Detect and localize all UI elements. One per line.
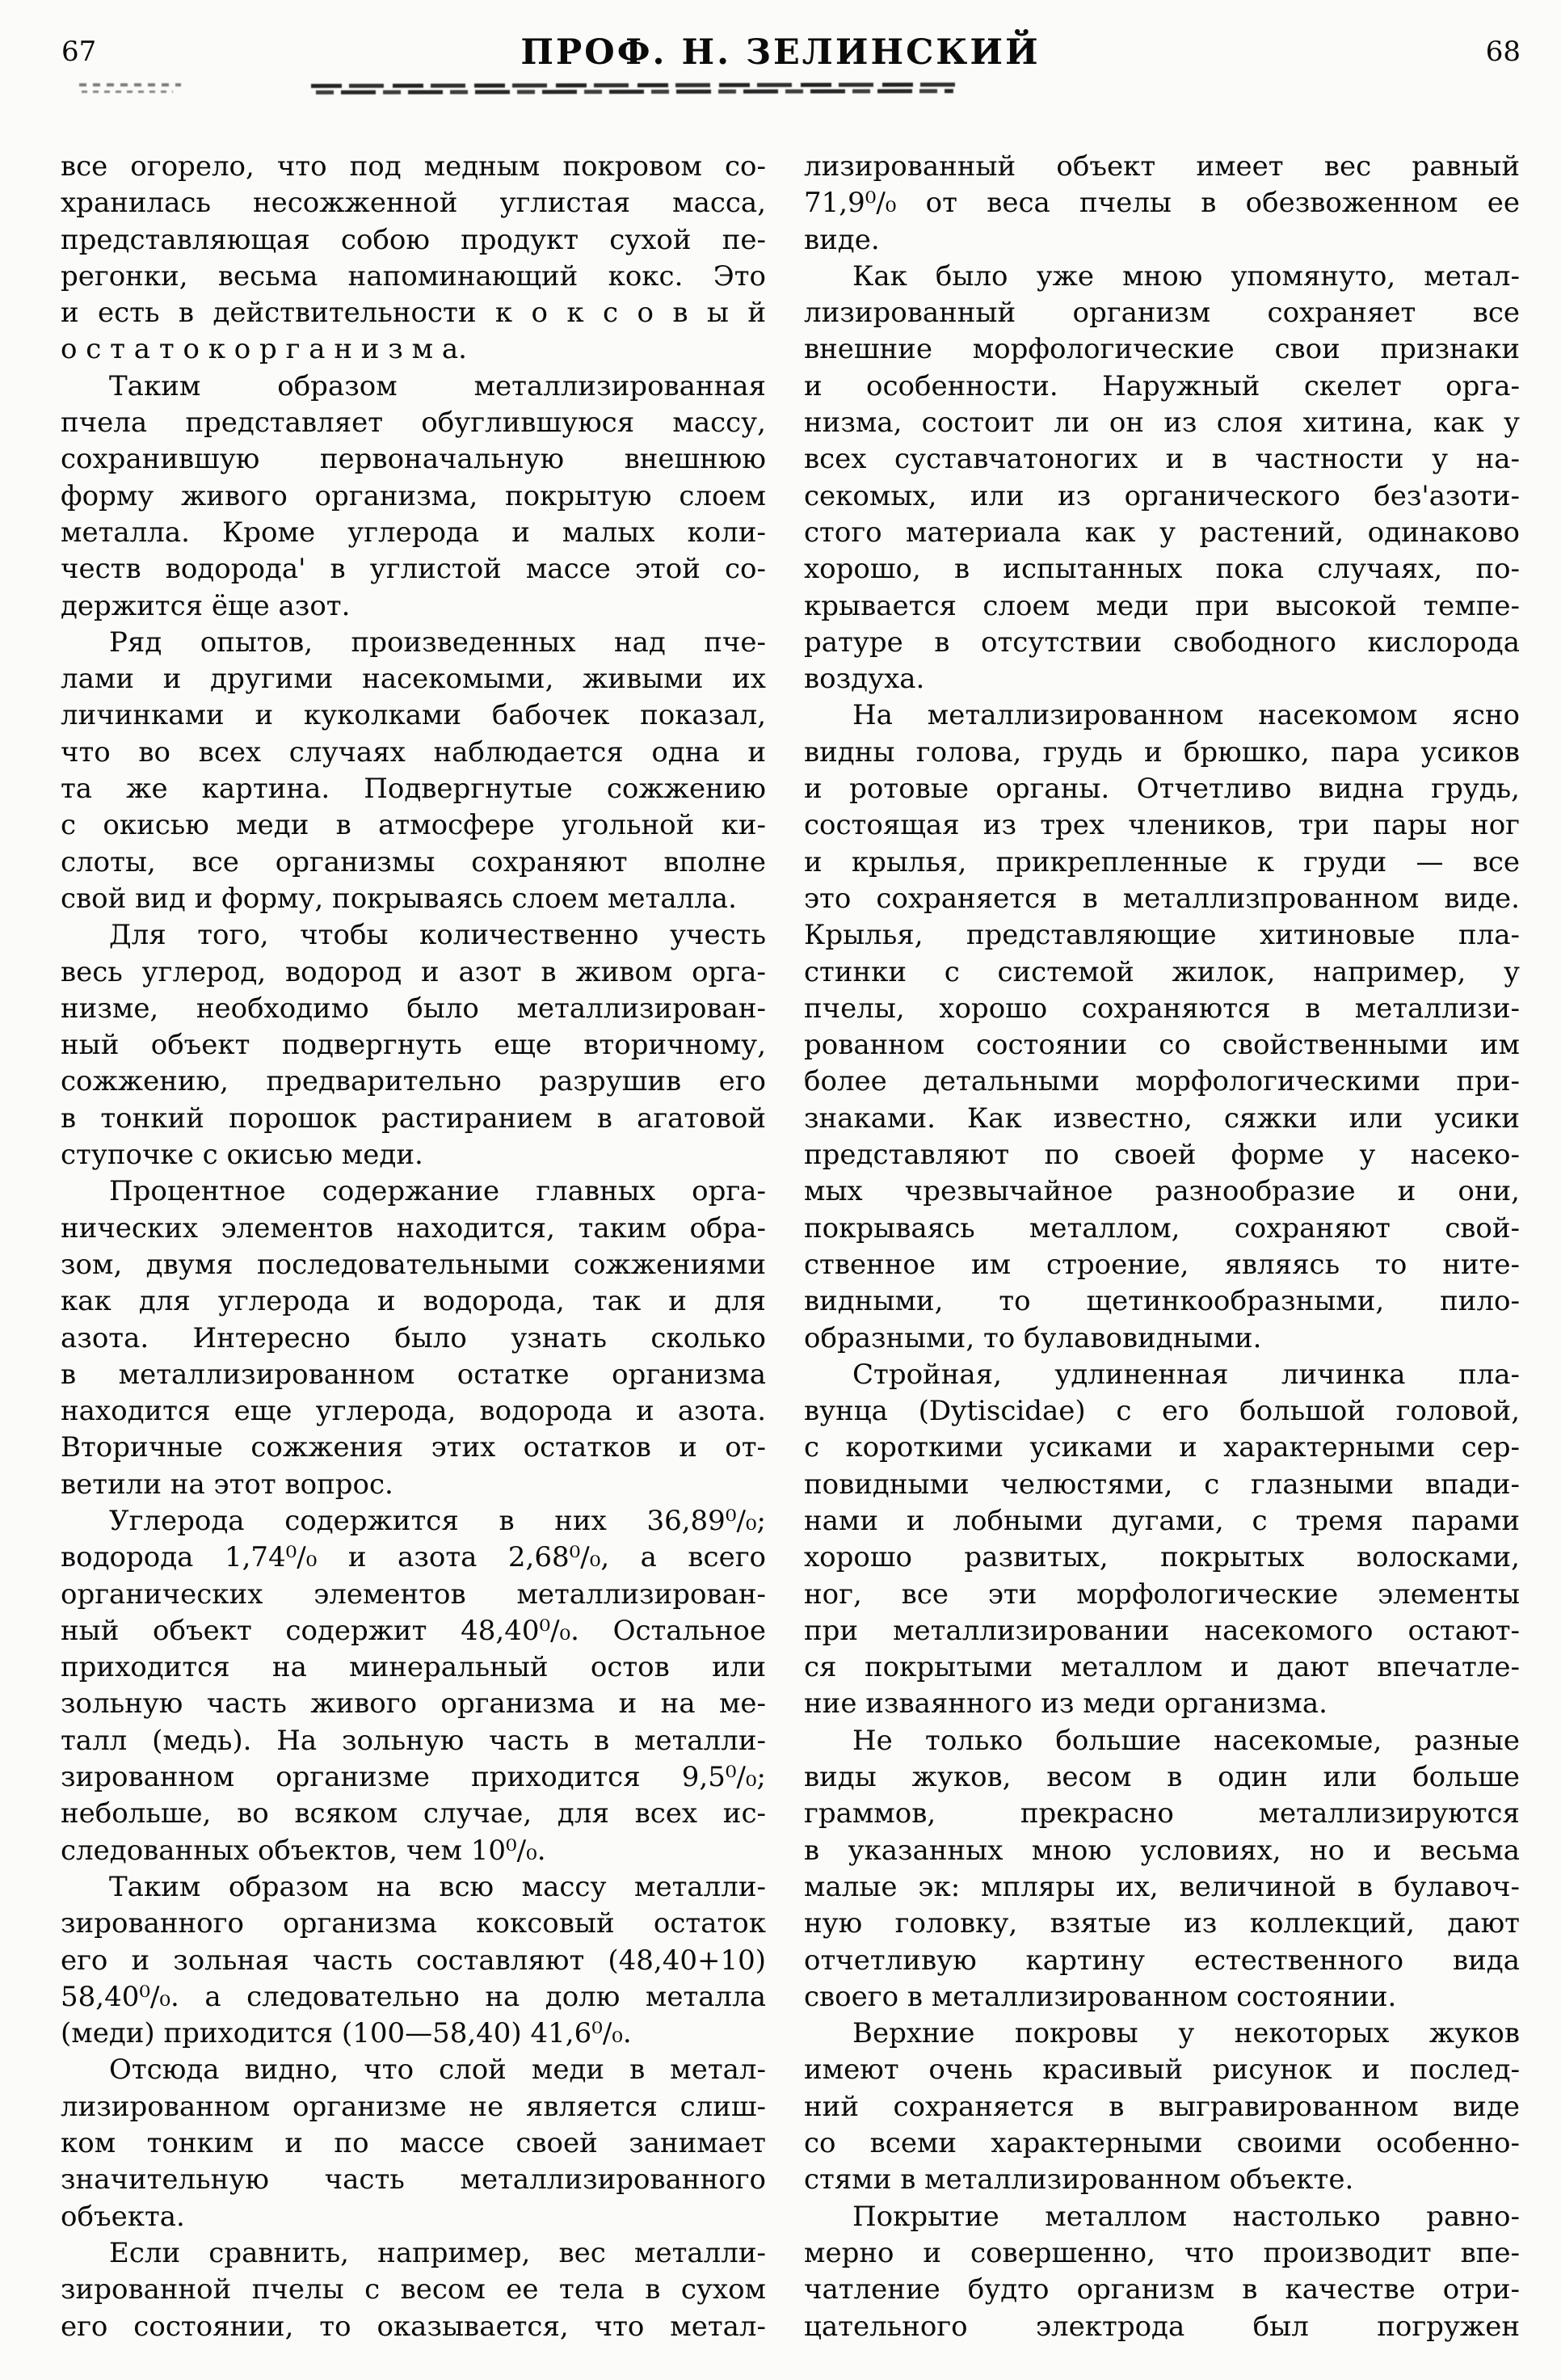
text-line: держится ёще азот. <box>61 589 351 622</box>
text-line: стями в металлизированном объекте. <box>804 2163 1354 2197</box>
text-line: свой вид и форму, покрываясь слоем металла. <box>61 882 737 915</box>
text-line: ся покрытыми металлом и дают впечатле- <box>804 1651 1520 1684</box>
text-line: цательного электрода был погружен <box>804 2310 1520 2343</box>
header-rule-smudge-left <box>79 83 181 95</box>
text-line: Таким образом на всю массу металли- <box>109 1870 766 1903</box>
text-line: слоты, все организмы сохраняют вполне <box>61 845 766 878</box>
text-line: и особенности. Наружный скелет орга- <box>804 369 1520 402</box>
text-line: и ротовые органы. Отчетливо видна грудь, <box>804 773 1520 806</box>
text-line: Углерода содержится в них 36,89⁰/₀; <box>109 1504 766 1537</box>
text-line: мерно и совершенно, что производит впе- <box>804 2236 1520 2269</box>
text-line: Как было уже мною упомянуто, метал- <box>852 259 1520 293</box>
text-line: зированной пчелы с весом ее тела в сухом <box>61 2273 766 2306</box>
text-line: ком тонким и по массе своей занимает <box>61 2127 766 2160</box>
text-line: повидными челюстями, с глазными впади- <box>804 1468 1520 1501</box>
text-line: металла. Кроме углерода и малых коли- <box>61 516 766 549</box>
text-line: Процентное содержание главных орга- <box>109 1175 766 1208</box>
text-line: вунца (Dytiscidae) с его большой головой, <box>804 1395 1520 1428</box>
text-line: небольше, во всяком случае, для всех ис- <box>61 1797 766 1830</box>
text-line: при металлизировании насекомого остают- <box>804 1614 1520 1647</box>
text-line: виде. <box>804 223 880 256</box>
text-line: его и зольная часть составляют (48,40+10) <box>61 1944 766 1977</box>
text-line: с окисью меди в атмосфере угольной ки- <box>61 809 766 842</box>
text-line: стого материала как у растений, одинаково <box>804 516 1520 549</box>
text-line: воздуха. <box>804 663 925 696</box>
text-line: рованном состоянии со свойственными им <box>804 1029 1520 1062</box>
text-line: лизированный организм сохраняет все <box>804 297 1520 330</box>
text-line: честв водорода' в углистой массе этой со- <box>61 553 766 586</box>
text-line: с короткими усиками и характерными сер- <box>804 1431 1520 1464</box>
text-line: в указанных мною условиях, но и весьма <box>804 1834 1520 1867</box>
text-line: все огорело, что под медным покровом со- <box>61 150 766 183</box>
text-line: объекта. <box>61 2200 185 2233</box>
text-line: ный объект подвергнуть еще вторичному, <box>61 1029 766 1062</box>
text-line: 58,40⁰/₀. а следовательно на долю металла <box>61 1980 766 2013</box>
text-line: сожжению, предварительно разрушив его <box>61 1065 766 1098</box>
running-head-title: ПРОФ. Н. ЗЕЛИНСКИЙ <box>520 32 1041 73</box>
text-line: как для углерода и водорода, так и для <box>61 1285 766 1318</box>
text-line: в тонкий порошок растиранием в агатовой <box>61 1102 766 1135</box>
text-line: отчетливую картину естественного вида <box>804 1944 1520 1977</box>
text-line: со всеми характерными своими особенно- <box>804 2127 1520 2160</box>
left-column <box>61 149 766 2345</box>
text-line: пчелы, хорошо сохраняются в металлизи- <box>804 992 1520 1025</box>
text-line: находится еще углерода, водорода и азота. <box>61 1395 766 1428</box>
text-line: представляющая собою продукт сухой пе- <box>61 223 766 256</box>
text-line: крывается слоем меди при высокой темпе- <box>804 589 1520 622</box>
text-line: зированного организма коксовый остаток <box>61 1907 766 1940</box>
text-line: мых чрезвычайное разнообразие и они, <box>804 1175 1520 1208</box>
text-line: внешние морфологические свои признаки <box>804 333 1520 366</box>
text-line: ственное им строение, являясь то ните- <box>804 1248 1520 1281</box>
text-line: весь углерод, водород и азот в живом орга- <box>61 955 766 988</box>
text-line: ную головку, взятые из коллекций, дают <box>804 1907 1520 1940</box>
header-rule <box>0 78 1561 107</box>
text-line: нических элементов находится, таким обра- <box>61 1211 766 1245</box>
text-line: ние изваянного из меди организма. <box>804 1687 1327 1721</box>
text-line: нами и лобными дугами, с тремя парами <box>804 1504 1520 1537</box>
text-line: образными, то булавовидными. <box>804 1321 1262 1354</box>
text-line: пчела представляет обуглившуюся массу, <box>61 406 766 440</box>
text-line: в металлизированном остатке организма <box>61 1358 766 1391</box>
header-rule-smudge-main <box>311 82 961 96</box>
text-line: лами и другими насекомыми, живыми их <box>61 663 766 696</box>
text-line: о с т а т о к о р г а н и з м а. <box>61 333 467 366</box>
text-line: ступочке с окисью меди. <box>61 1139 423 1172</box>
text-line: Вторичные сожжения этих остатков и от- <box>61 1431 766 1464</box>
text-line: ветили на этот вопрос. <box>61 1468 393 1501</box>
text-line: форму живого организма, покрытую слоем <box>61 479 766 512</box>
text-line: и крылья, прикрепленные к груди — все <box>804 845 1520 878</box>
text-line: водорода 1,74⁰/₀ и азота 2,68⁰/₀, а всего <box>61 1541 766 1574</box>
text-line: его состоянии, то оказывается, что метал- <box>61 2310 766 2343</box>
text-line: следованных объектов, чем 10⁰/₀. <box>61 1834 546 1867</box>
text-line: хранилась несожженной углистая масса, <box>61 187 766 220</box>
text-line: Отсюда видно, что слой меди в метал- <box>109 2054 766 2087</box>
text-line: секомых, или из органического без'азоти- <box>804 479 1520 512</box>
page-number-left: 67 <box>61 36 97 68</box>
text-line: это сохраняется в металлизпрованном виде. <box>804 882 1520 915</box>
text-line: азота. Интересно было узнать сколько <box>61 1321 766 1354</box>
text-line: знаками. Как известно, сяжки или усики <box>804 1102 1520 1135</box>
text-line: ный объект содержит 48,40⁰/₀. Остальное <box>61 1614 766 1647</box>
text-line: значительную часть металлизированного <box>61 2163 766 2197</box>
page-number-right: 68 <box>1485 36 1521 68</box>
text-line: зом, двумя последовательными сожжениями <box>61 1248 766 1281</box>
text-line: та же картина. Подвергнутые сожжению <box>61 773 766 806</box>
text-line: ратуре в отсутствии свободного кислорода <box>804 626 1520 659</box>
text-line: органических элементов металлизирован- <box>61 1578 766 1611</box>
text-line: своего в металлизированном состоянии. <box>804 1980 1397 2013</box>
text-line: виды жуков, весом в один или больше <box>804 1761 1520 1794</box>
text-line: приходится на минеральный остов или <box>61 1651 766 1684</box>
text-line: ног, все эти морфологические элементы <box>804 1578 1520 1611</box>
text-line: регонки, весьма напоминающий кокс. Это <box>61 259 766 293</box>
text-line: стинки с системой жилок, например, у <box>804 955 1520 988</box>
text-line: Покрытие металлом настолько равно- <box>852 2200 1520 2233</box>
text-line: ний сохраняется в выгравированном виде <box>804 2090 1520 2123</box>
text-line: Стройная, удлиненная личинка пла- <box>852 1358 1520 1391</box>
text-line: что во всех случаях наблюдается одна и <box>61 735 766 769</box>
page-header <box>0 0 1561 78</box>
text-line: более детальными морфологическими при- <box>804 1065 1520 1098</box>
text-line: сохранившую первоначальную внешнюю <box>61 443 766 476</box>
text-line: Крылья, представляющие хитиновые пла- <box>804 919 1520 952</box>
text-line: представляют по своей форме у насеко- <box>804 1139 1520 1172</box>
text-line: низма, состоит ли он из слоя хитина, как у <box>804 406 1520 440</box>
right-column <box>804 149 1520 2345</box>
text-line: (меди) приходится (100—58,40) 41,6⁰/₀. <box>61 2017 632 2050</box>
text-line: лизированном организме не является слиш- <box>61 2090 766 2123</box>
text-line: Ряд опытов, произведенных над пче- <box>109 626 766 659</box>
text-line: На металлизированном насекомом ясно <box>852 699 1520 732</box>
text-line: видны голова, грудь и брюшко, пара усиков <box>804 735 1520 769</box>
text-line: Для того, чтобы количественно учесть <box>109 919 766 952</box>
text-line: видными, то щетинкообразными, пило- <box>804 1285 1520 1318</box>
text-line: Не только большие насекомые, разные <box>852 1724 1520 1757</box>
text-line: Если сравнить, например, вес металли- <box>109 2236 766 2269</box>
text-line: 71,9⁰/₀ от веса пчелы в обезвоженном ее <box>804 187 1520 220</box>
text-line: зированном организме приходится 9,5⁰/₀; <box>61 1761 766 1794</box>
text-line: Таким образом металлизированная <box>109 369 766 402</box>
text-line: покрываясь металлом, сохраняют свой- <box>804 1211 1520 1245</box>
text-line: низме, необходимо было металлизирован- <box>61 992 766 1025</box>
text-line: чатление будто организм в качестве отри- <box>804 2273 1520 2306</box>
text-line: имеют очень красивый рисунок и послед- <box>804 2054 1520 2087</box>
two-column-text-block <box>61 149 1561 2345</box>
text-line: зольную часть живого организма и на ме- <box>61 1687 766 1721</box>
text-line: всех суставчатоногих и в частности у на- <box>804 443 1520 476</box>
text-line: Верхние покровы у некоторых жуков <box>852 2017 1520 2050</box>
text-line: граммов, прекрасно металлизируются <box>804 1797 1520 1830</box>
text-line: и есть в действительности к о к с о в ы й <box>61 297 766 330</box>
text-line: талл (медь). На зольную часть в металли- <box>61 1724 766 1757</box>
text-line: состоящая из трех члеников, три пары ног <box>804 809 1520 842</box>
text-line: лизированный объект имеет вес равный <box>804 150 1520 183</box>
text-line: хорошо развитых, покрытых волосками, <box>804 1541 1520 1574</box>
text-line: малые эк: мпляры их, величиной в булавоч- <box>804 1870 1520 1903</box>
text-line: хорошо, в испытанных пока случаях, по- <box>804 553 1520 586</box>
text-line: личинками и куколками бабочек показал, <box>61 699 766 732</box>
